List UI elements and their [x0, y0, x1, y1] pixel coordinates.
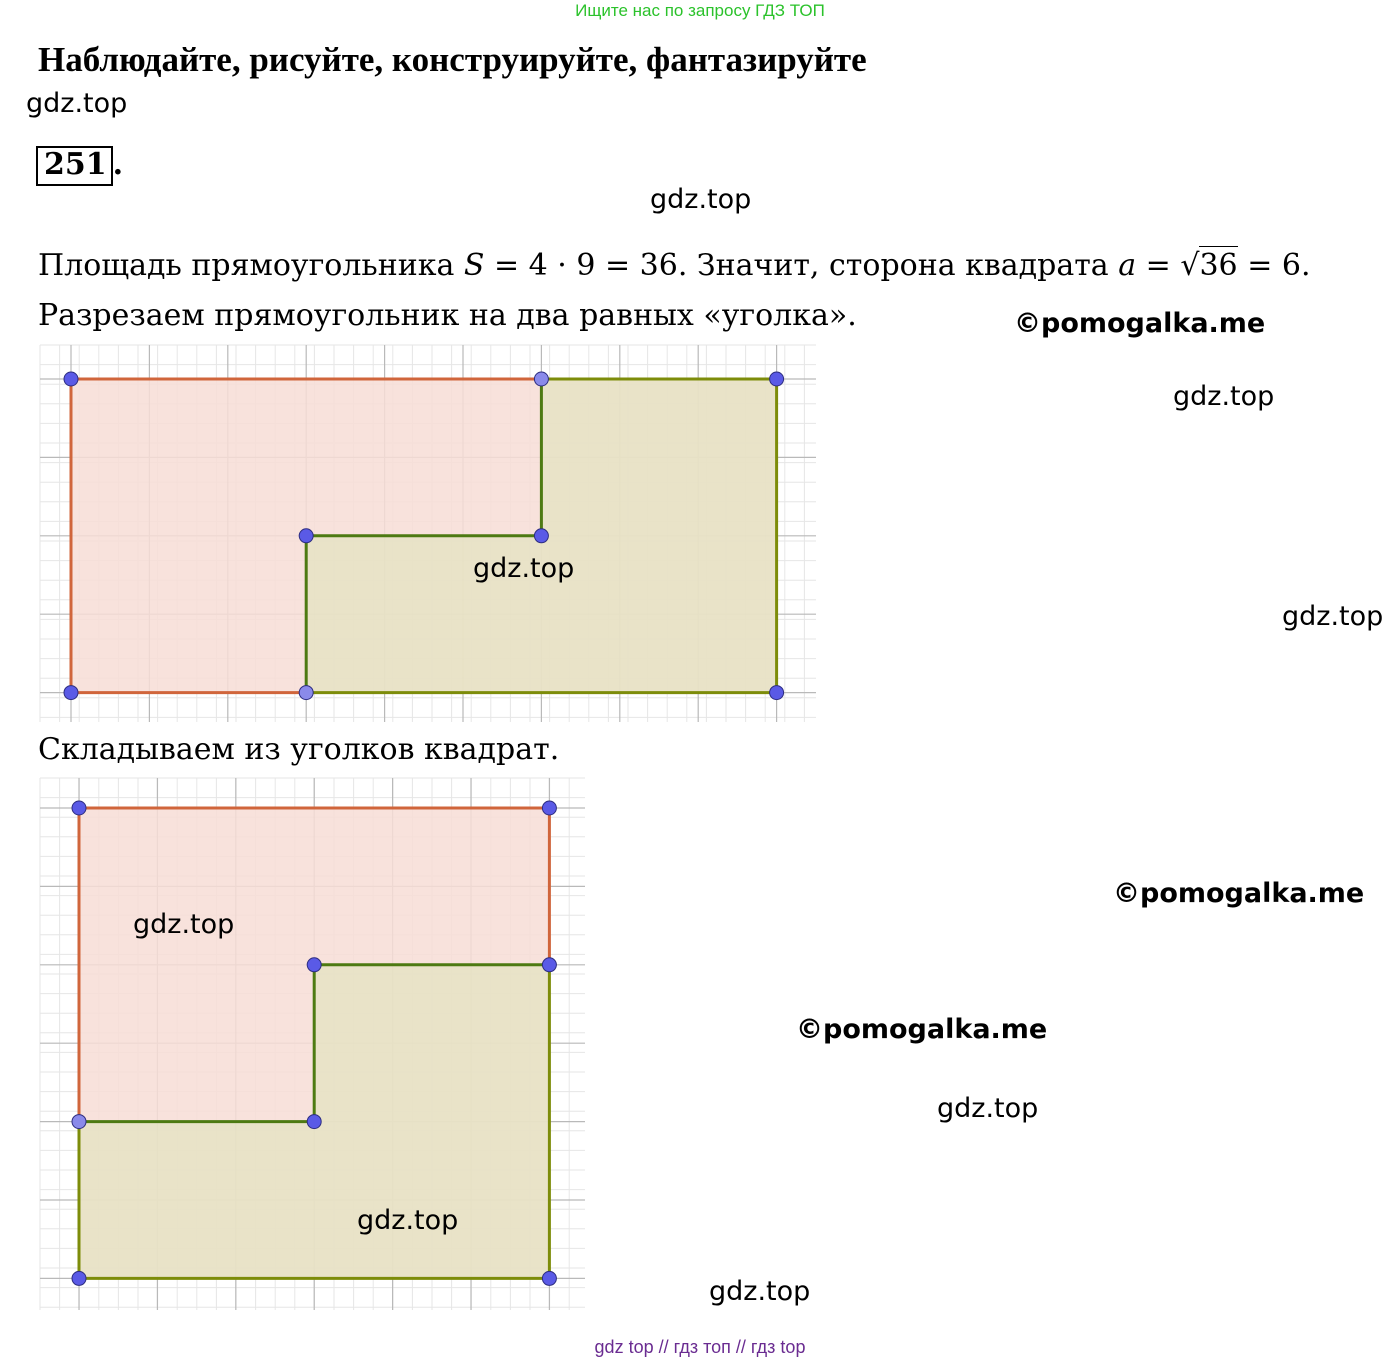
watermark-gdz: gdz.top: [937, 1093, 1039, 1124]
task-number-text: 251: [44, 147, 107, 182]
formula-eq: =: [1136, 248, 1181, 283]
watermark-pomogalka: ©pomogalka.me: [1014, 308, 1266, 339]
watermark-gdz: gdz.top: [133, 909, 235, 940]
vertex-point: [770, 686, 784, 700]
var-a: a: [1118, 248, 1137, 283]
vertex-point: [299, 686, 313, 700]
watermark-gdz: gdz.top: [357, 1205, 459, 1236]
vertex-point: [542, 801, 556, 815]
vertex-point: [72, 1271, 86, 1285]
task-number: 251 .: [36, 146, 123, 186]
instruction-cut: Разрезаем прямоугольник на два равных «уголка».: [38, 298, 857, 333]
watermark-pomogalka: ©pomogalka.me: [796, 1014, 1048, 1045]
vertex-point: [307, 1115, 321, 1129]
vertex-point: [542, 958, 556, 972]
formula-result: = 6.: [1237, 248, 1311, 283]
vertex-point: [770, 372, 784, 386]
vertex-point: [64, 686, 78, 700]
vertex-point: [64, 372, 78, 386]
vertex-point: [307, 958, 321, 972]
vertex-point: [542, 1271, 556, 1285]
vertex-point: [534, 529, 548, 543]
formula-expr: = 4 · 9 = 36. Значит, сторона квадрата: [484, 248, 1119, 283]
formula-text-a: Площадь прямоугольника: [38, 248, 464, 283]
watermark-gdz: gdz.top: [1173, 381, 1275, 412]
rectangle-diagram: [40, 345, 816, 722]
instruction-assemble: Складываем из уголков квадрат.: [38, 732, 560, 767]
footer-links: gdz top // гдз топ // гдз top: [594, 1337, 806, 1357]
sqrt-sign: √: [1180, 248, 1200, 283]
page-heading: Наблюдайте, рисуйте, конструируйте, фантазируйте: [38, 40, 867, 79]
watermark-pomogalka: ©pomogalka.me: [1113, 878, 1365, 909]
watermark-gdz: gdz.top: [709, 1276, 811, 1307]
vertex-point: [534, 372, 548, 386]
var-S: S: [463, 248, 485, 283]
watermark-gdz: gdz.top: [473, 553, 575, 584]
watermark-gdz: gdz.top: [26, 88, 128, 119]
square-diagram: [40, 778, 585, 1310]
radicand: 36: [1199, 248, 1238, 283]
vertex-point: [72, 1115, 86, 1129]
vertex-point: [72, 801, 86, 815]
vertex-point: [299, 529, 313, 543]
watermark-gdz: gdz.top: [650, 184, 752, 215]
top-banner: Ищите нас по запросу ГДЗ ТОП: [575, 1, 825, 20]
watermark-gdz: gdz.top: [1282, 601, 1384, 632]
